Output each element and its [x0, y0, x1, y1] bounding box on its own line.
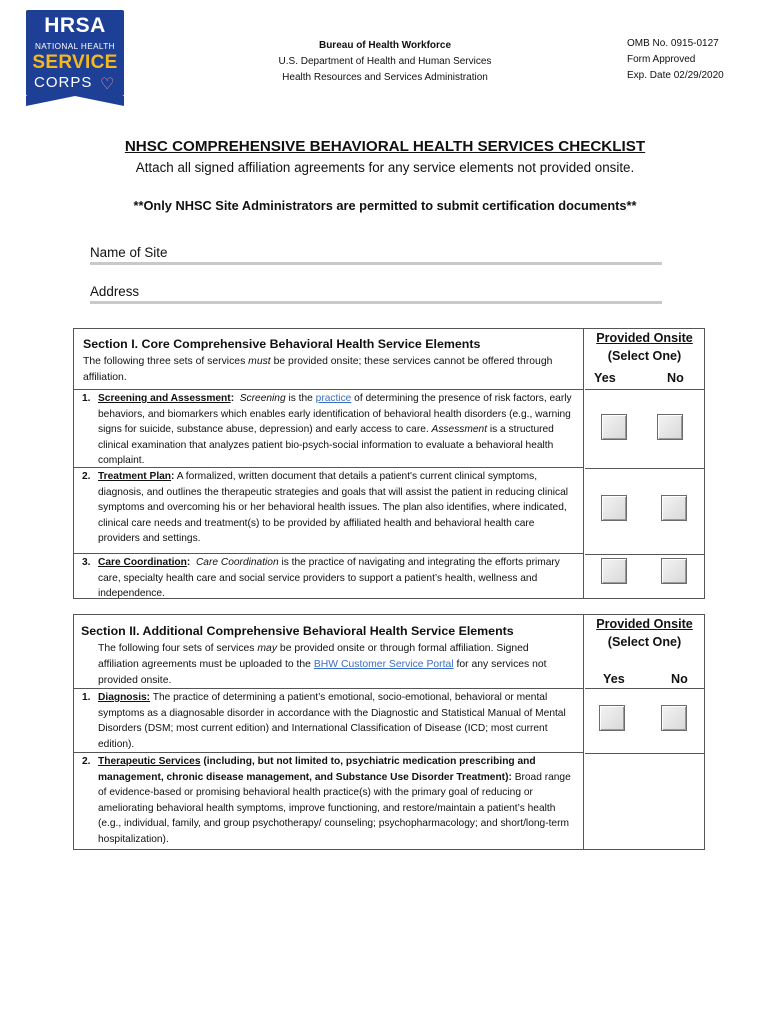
logo-corps-text: CORPS	[34, 74, 93, 91]
section-1-table	[73, 328, 705, 599]
bureau-name: Bureau of Health Workforce	[318, 40, 452, 51]
item-body: Broad range of evidence-based or promising behavioral health practice(s) with the primary goal of reducing or ameliorating behavioral health symptoms, improve functioning, and restore/maintain a patient’s health (e.g., individual, family, and group psychotherapy/ counseling; psychopharmacology; and short/long-term hospitalization).	[98, 771, 571, 845]
desc-emphasis: may	[257, 643, 278, 654]
section-1-description	[83, 354, 573, 386]
logo-national-health-text: NATIONAL HEALTH	[34, 42, 115, 51]
administration-name: Health Resources and Services Administration	[282, 72, 488, 83]
bhw-portal-link[interactable]: BHW Customer Service Portal	[313, 659, 454, 670]
omb-number: OMB No. 0915-0127	[627, 38, 719, 49]
desc-text: The following three sets of services	[83, 356, 249, 367]
row-divider	[585, 753, 704, 754]
logo-banner-tail	[26, 96, 124, 106]
list-item	[74, 689, 583, 753]
item-heading: Care Coordination	[98, 557, 187, 568]
item-text	[98, 555, 573, 602]
list-item	[74, 390, 583, 468]
row-divider	[585, 468, 704, 469]
screening-no-checkbox[interactable]	[657, 414, 683, 440]
select-one-label: (Select One)	[607, 349, 682, 363]
yes-column-label: Yes	[603, 672, 625, 686]
item-heading: Diagnosis:	[98, 692, 151, 703]
screening-yes-checkbox[interactable]	[601, 414, 627, 440]
provided-onsite-header	[585, 615, 704, 689]
item-body: The practice of determining a patient’s emotional, socio-emotional, behavioral or mental symptoms as a diagnosable disorder in accordance with the Diagnostic and Statistical Manual of Mental Disorders (DSM; most current edition) and International Classification of Disease (ICD; most current edition).	[98, 692, 566, 750]
item-text	[98, 469, 573, 547]
treatment-plan-yes-checkbox[interactable]	[601, 495, 627, 521]
item-number: 3.	[82, 557, 91, 568]
page-title: NHSC COMPREHENSIVE BEHAVIORAL HEALTH SERVICES CHECKLIST	[124, 138, 646, 155]
admin-notice: **Only NHSC Site Administrators are permitted to submit certification documents**	[133, 198, 637, 213]
select-one-label: (Select One)	[607, 635, 682, 649]
list-item	[74, 468, 583, 554]
diagnosis-yes-checkbox[interactable]	[599, 705, 625, 731]
item-heading: Treatment Plan	[98, 471, 172, 482]
list-item	[74, 554, 583, 600]
page-subtitle: Attach all signed affiliation agreements for any service elements not provided onsite.	[135, 160, 635, 175]
item-term: Screening	[239, 393, 286, 404]
item-heading: Screening and Assessment	[98, 393, 231, 404]
treatment-plan-no-checkbox[interactable]	[661, 495, 687, 521]
section-1-elements	[74, 329, 584, 598]
expiration-date: Exp. Date 02/29/2020	[627, 70, 724, 81]
item-text	[98, 391, 573, 469]
form-approved: Form Approved	[627, 54, 696, 65]
desc-text: The following four sets of services	[98, 643, 258, 654]
provided-onsite-label: Provided Onsite	[596, 331, 693, 345]
desc-text: be provided onsite; these services cannot be offered through affiliation.	[83, 356, 553, 383]
desc-text: for any services not provided onsite.	[98, 659, 547, 686]
desc-text: be provided onsite or through formal affiliation. Signed affiliation agreements must be uploaded to the	[98, 643, 529, 670]
provided-onsite-label: Provided Onsite	[596, 617, 693, 631]
address-label: Address	[90, 284, 140, 299]
diagnosis-no-checkbox[interactable]	[661, 705, 687, 731]
address-field[interactable]	[90, 284, 662, 304]
omb-info	[627, 36, 747, 84]
item-body: of determining the presence of risk factors, early behaviors, and biomarkers which enables early identification of behavioral health disorders (e.g., warning signs for suicide, substance abuse, depression) and early access to care.	[98, 393, 572, 436]
section-2-table	[73, 614, 705, 850]
desc-emphasis: must	[248, 356, 271, 367]
no-column-label: No	[667, 371, 684, 385]
yes-column-label: Yes	[594, 371, 616, 385]
practice-link[interactable]: practice	[315, 393, 352, 404]
section-2-elements	[74, 615, 584, 849]
item-heading: Therapeutic Services	[98, 756, 201, 767]
department-name: U.S. Department of Health and Human Services	[278, 56, 492, 67]
item-body: is the practice of navigating and integrating the efforts primary care, specialty health care and social service providers to support a patient’s health, wellness and independence.	[98, 557, 560, 600]
item-body: is the	[285, 393, 316, 404]
item-number: 1.	[82, 393, 91, 404]
heart-plus-icon: ♡	[100, 76, 115, 93]
section-1-title: Section I. Core Comprehensive Behavioral Health Service Elements	[83, 337, 481, 351]
hrsa-nhsc-logo	[26, 10, 124, 106]
section-1-header	[74, 329, 583, 390]
item-qualifier: (including, but not limited to, psychiatric medication prescribing and management, chronic disease management, and Substance Use Disorder Treatment):	[98, 756, 536, 783]
item-text	[98, 754, 573, 848]
item-body: A formalized, written document that details a patient's current clinical symptoms, diagnosis, and outlines the therapeutic strategies and goals that will assist the patient in reducing clinical symptoms and overcoming his or her behavioral health issues. The plan also identifies, where indicated, clinical care needs and treatment(s) to be provided by affiliated health and behavioral health care providers and settings.	[98, 471, 569, 545]
item-text	[98, 690, 573, 752]
row-divider	[585, 554, 704, 555]
item-body: is a structured clinical examination that analyzes patient bio-psych-social information to evaluate a behavioral health complaint.	[98, 424, 554, 467]
care-coordination-yes-checkbox[interactable]	[601, 558, 627, 584]
no-column-label: No	[671, 672, 688, 686]
site-name-label: Name of Site	[90, 245, 168, 260]
item-number: 1.	[82, 692, 91, 703]
item-term: Care Coordination	[195, 557, 279, 568]
section-2-description	[98, 641, 568, 689]
logo-hrsa-text: HRSA	[44, 14, 106, 37]
site-name-field[interactable]	[90, 245, 662, 265]
list-item	[74, 753, 583, 851]
section-2-title: Section II. Additional Comprehensive Behavioral Health Service Elements	[81, 624, 514, 638]
logo-service-text: SERVICE	[32, 52, 118, 73]
care-coordination-no-checkbox[interactable]	[661, 558, 687, 584]
provided-onsite-header	[585, 329, 704, 390]
item-number: 2.	[82, 471, 91, 482]
section-2-header	[74, 615, 583, 689]
agency-header	[240, 38, 530, 86]
item-colon: :	[171, 471, 175, 482]
item-colon: :	[186, 557, 191, 568]
item-colon: :	[230, 393, 235, 404]
section-2-provided-onsite	[585, 615, 704, 849]
item-number: 2.	[82, 756, 91, 767]
item-term: Assessment	[431, 424, 488, 436]
section-1-provided-onsite	[585, 329, 704, 598]
